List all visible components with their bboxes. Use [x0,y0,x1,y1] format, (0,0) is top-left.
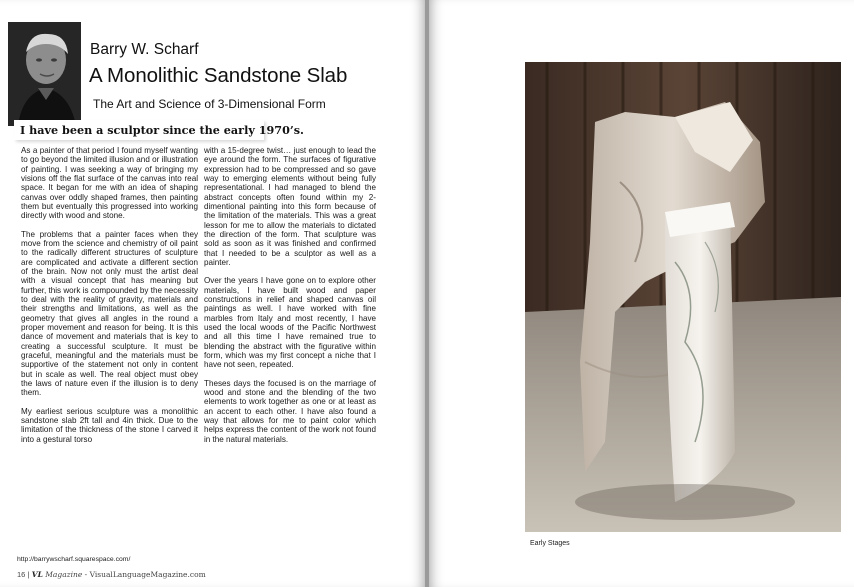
author-name: Barry W. Scharf [90,41,199,58]
author-portrait [8,22,81,126]
website-url[interactable]: http://barrywscharf.squarespace.com/ [17,556,131,563]
page-footer [17,570,206,579]
article-title: A Monolithic Sandstone Slab [89,64,348,87]
paragraph: As a painter of that period I found myself wanting to go beyond the limited illusion and or illustration of painting. I was seeking a way of bringing my visions off the flat surface of the canvas into real space. It began for me with an idea of shaping canvas over oddly shaped frames, then painting them but eventually this progressed into working directly with wood and stone. [21,146,198,221]
text-column-1 [21,146,198,453]
paragraph: The problems that a painter faces when they move from the science and chemistry of oil paint to the radically different structures of sculpture are complicated and activate a different section of the brain. Now not only must the artist deal with a visual concept that has meaning but further, this work is compounded by the necessity to deal with the reality of gravity, materials and their strengths and limitations, as well as the geometry that gives all angles in the round a proper movement and reason for being. It is this dance of movement and materials that is key to creating a successful sculpture. It must be graceful, meaningful and the materials must be supportive of the statement not only in content but in scale as well. The real object must obey the laws of nature even if the illusion is to deny them. [21,229,198,398]
left-page [0,0,425,587]
page-number: 16 | [17,570,30,579]
paragraph: My earliest serious sculpture was a monolithic sandstone slab 2ft tall and 4in thick. Due to the limitation of the thickness of the stone I carved it into a gestural torso [21,406,198,444]
vl-logo: VL [31,570,43,579]
photo-caption: Early Stages [530,540,570,547]
article-lede: I have been a sculptor since the early 1970’s. [14,120,264,140]
paragraph: Over the years I have gone on to explore other materials, I have built wood and paper constructions in relief and shaped canvas oil paintings as well. I have worked with fine marbles from Italy and most recently, I have used the local woods of the Pacific Northwest and all this time I have remained true to blending the abstract with the figurative within form, which was my first concept a niche that I have not seen, repeated. [204,276,376,370]
sculpture-photo [525,62,841,532]
article-subtitle: The Art and Science of 3-Dimensional Form [93,97,326,111]
text-column-2 [204,146,376,453]
magazine-site: - VisualLanguageMagazine.com [82,570,206,579]
paragraph: Theses days the focused is on the marriage of wood and stone and the blending of the two elements to work together as one or at least as an accent to each other. I have also found a way that allows for me to paint color which helps express the content of the work not found in the natural materials. [204,378,376,444]
paragraph: with a 15-degree twist… just enough to lead the eye around the form. The surfaces of figurative expression had to be compressed and so gave way to emerging elements without being fully representational. I had managed to blend the abstract concepts often found within my 2-dimentional painting into this form because of the limitation of the materials. This was a great lesson for me to allow the materials to dictated the direction of the form. That sculpture was sold as soon as it was finished and confirmed that I needed to be a sculptor as well as a painter. [204,146,376,267]
magazine-name: Magazine [45,570,83,579]
